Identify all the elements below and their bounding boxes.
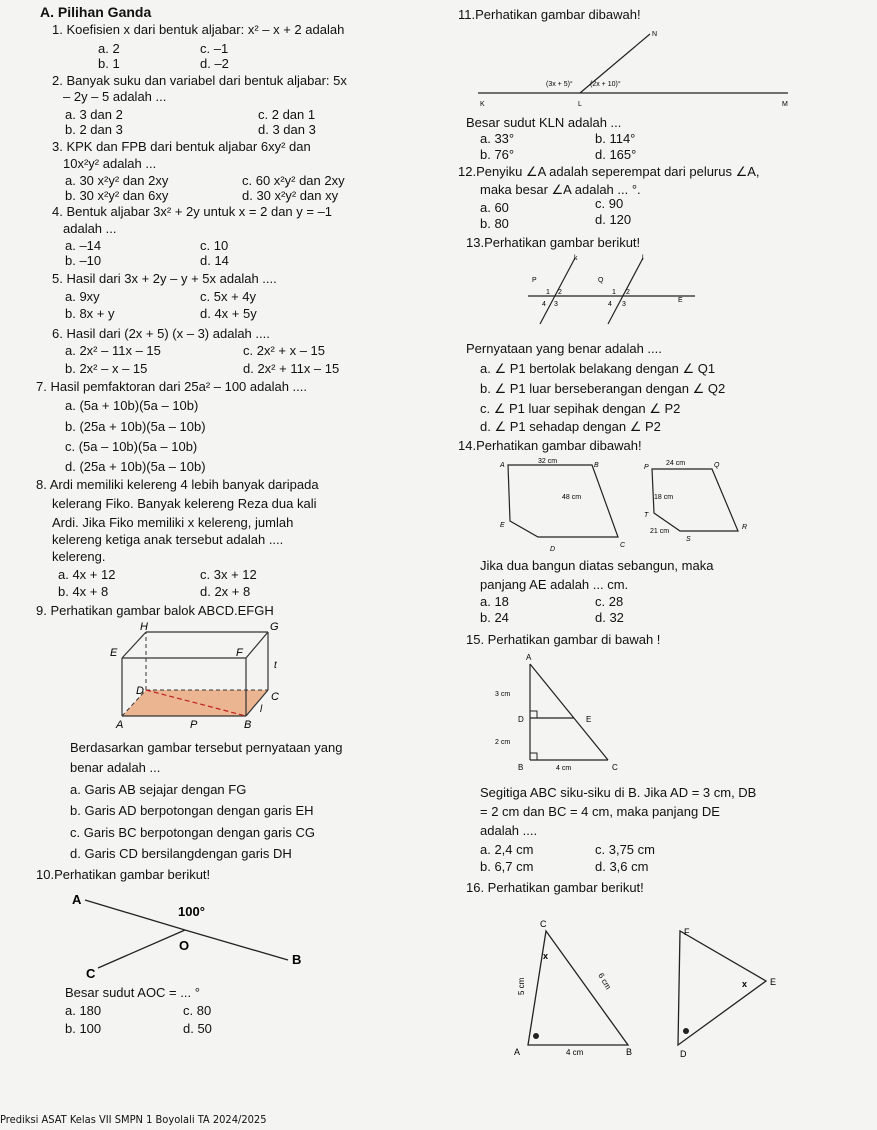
q10-option-a[interactable]: a. 180 [65, 1003, 102, 1018]
q13-option-b[interactable]: b. ∠ P1 luar berseberangan dengan ∠ Q2 [480, 381, 726, 396]
q14-option-c[interactable]: c. 28 [595, 594, 624, 609]
angle-x-e: x [742, 979, 748, 989]
q9-option-d[interactable]: d. Garis CD bersilangdengan garis DH [70, 846, 292, 861]
ray-oa [85, 900, 185, 930]
angle-aoc-figure [60, 888, 320, 978]
question-12-cont: maka besar ∠A adalah ... °. [480, 182, 641, 197]
label-c: C [540, 919, 547, 929]
q6-option-c[interactable]: c. 2x² + x – 15 [243, 343, 326, 358]
q10-option-b[interactable]: b. 100 [65, 1021, 102, 1036]
question-1: 1. Koefisien x dari bentuk aljabar: x² – x + 2 adalah [52, 22, 345, 37]
label-d: D [550, 546, 556, 553]
triangle-abc [528, 931, 628, 1045]
q9-option-b[interactable]: b. Garis AD berpotongan dengan garis EH [70, 803, 314, 818]
q14-option-d[interactable]: d. 32 [595, 610, 624, 625]
q7-option-c[interactable]: c. (5a – 10b)(5a – 10b) [65, 439, 198, 454]
label-e: E [770, 977, 777, 987]
p-angle-4: 4 [542, 301, 546, 308]
label-d: D [518, 715, 524, 724]
triangle-def [678, 931, 766, 1045]
q10-option-d[interactable]: d. 50 [183, 1021, 212, 1036]
label-c: C [271, 691, 279, 703]
q12-option-a[interactable]: a. 60 [480, 200, 509, 215]
p-angle-3: 3 [554, 301, 558, 308]
question-8-line5: kelereng. [52, 549, 106, 564]
angle-dot-a [533, 1033, 539, 1039]
label-m: M [782, 101, 788, 108]
label-o: O [179, 938, 190, 953]
q7-option-b[interactable]: b. (25a + 10b)(5a – 10b) [65, 419, 206, 434]
question-8-line2: kelerang Fiko. Banyak kelereng Reza dua kali [52, 496, 317, 511]
angle-x-c: x [543, 951, 549, 961]
label-a: A [500, 462, 505, 469]
q15-option-d[interactable]: d. 3,6 cm [595, 859, 649, 874]
question-13: 13.Perhatikan gambar berikut! [466, 235, 641, 250]
question-10: 10.Perhatikan gambar berikut! [36, 867, 211, 882]
label-db: 2 cm [495, 739, 511, 746]
question-2: 2. Banyak suku dan variabel dari bentuk aljabar: 5x [52, 73, 347, 88]
question-13-text: Pernyataan yang benar adalah .... [466, 341, 662, 356]
label-p: P [644, 464, 649, 471]
question-11: 11.Perhatikan gambar dibawah! [458, 7, 641, 22]
label-a: A [116, 719, 124, 730]
q3-option-b[interactable]: b. 30 x²y² dan 6xy [65, 188, 169, 203]
q13-option-a[interactable]: a. ∠ P1 bertolak belakang dengan ∠ Q1 [480, 361, 716, 376]
q6-option-d[interactable]: d. 2x² + 11x – 15 [243, 361, 340, 376]
q8-option-d[interactable]: d. 2x + 8 [200, 584, 251, 599]
p-angle-1: 1 [546, 289, 550, 296]
label-q: Q [714, 462, 720, 469]
p-angle-2: 2 [558, 289, 562, 296]
q13-option-c[interactable]: c. ∠ P1 luar sepihak dengan ∠ P2 [480, 401, 681, 416]
q5-option-c[interactable]: c. 5x + 4y [200, 289, 256, 304]
label-c: C [612, 763, 618, 772]
q1-option-c[interactable]: c. –1 [200, 41, 229, 56]
q12-option-d[interactable]: d. 120 [595, 212, 632, 227]
label-bc: 6 cm [596, 971, 613, 992]
q1-option-d[interactable]: d. –2 [200, 56, 229, 71]
q8-option-b[interactable]: b. 4x + 8 [58, 584, 109, 599]
q12-option-b[interactable]: b. 80 [480, 216, 509, 231]
q14-option-b[interactable]: b. 24 [480, 610, 509, 625]
label-b: B [594, 462, 599, 469]
label-b: B [244, 719, 252, 730]
q7-option-d[interactable]: d. (25a + 10b)(5a – 10b) [65, 459, 206, 474]
label-n: N [652, 31, 658, 38]
label-f: F [684, 927, 690, 937]
label-k: k [574, 255, 578, 262]
label-e: E [586, 715, 592, 724]
label-h: H [140, 621, 148, 633]
q-angle-2: 2 [626, 289, 630, 296]
question-9: 9. Perhatikan gambar balok ABCD.EFGH [36, 603, 274, 618]
label-qr: 18 cm [654, 494, 674, 501]
question-10-text: Besar sudut AOC = ... ° [65, 985, 200, 1000]
question-9-statement-2: benar adalah ... [70, 760, 161, 775]
label-b: B [626, 1047, 633, 1057]
label-c: C [86, 966, 96, 978]
question-8: 8. Ardi memiliki kelereng 4 lebih banyak daripada [36, 477, 319, 492]
label-a: A [72, 892, 82, 907]
q-angle-3: 3 [622, 301, 626, 308]
label-t: t [274, 660, 277, 671]
similar-figures [480, 455, 780, 555]
q2-option-b[interactable]: b. 2 dan 3 [65, 122, 123, 137]
question-5: 5. Hasil dari 3x + 2y – y + 5x adalah .... [52, 271, 277, 286]
label-q: Q [598, 277, 604, 284]
label-d: D [680, 1049, 687, 1059]
question-12: 12.Penyiku ∠A adalah seperempat dari pelurus ∠A, [458, 164, 760, 179]
label-p: P [190, 719, 198, 730]
q4-option-c[interactable]: c. 10 [200, 238, 229, 253]
q10-option-c[interactable]: c. 80 [183, 1003, 212, 1018]
label-a: A [514, 1047, 521, 1057]
label-p: P [532, 277, 537, 284]
label-k: K [480, 101, 485, 108]
question-16: 16. Perhatikan gambar berikut! [466, 880, 644, 895]
q3-option-a[interactable]: a. 30 x²y² dan 2xy [65, 173, 169, 188]
edge-fg [246, 632, 268, 658]
label-l: L [578, 101, 582, 108]
q-angle-4: 4 [608, 301, 612, 308]
label-b: B [292, 952, 302, 967]
q5-option-a[interactable]: a. 9xy [65, 289, 100, 304]
question-4: 4. Bentuk aljabar 3x² + 2y untuk x = 2 dan y = –1 [52, 204, 333, 219]
label-pq: 24 cm [666, 460, 686, 467]
q3-option-c[interactable]: c. 60 x²y² dan 2xy [242, 173, 345, 188]
question-15: 15. Perhatikan gambar di bawah ! [466, 632, 661, 647]
q11-option-b[interactable]: b. 114° [595, 131, 636, 146]
pentagon-abcde [508, 465, 618, 537]
angle-dot-d [683, 1028, 689, 1034]
q11-option-b2[interactable]: b. 76° [480, 147, 515, 162]
q2-option-a[interactable]: a. 3 dan 2 [65, 107, 123, 122]
kln-angle-figure [470, 26, 800, 110]
label-st: 21 cm [650, 528, 670, 535]
label-g: G [270, 621, 279, 633]
question-15-text: Segitiga ABC siku-siku di B. Jika AD = 3 cm, DB [480, 785, 757, 800]
q2-option-c[interactable]: c. 2 dan 1 [258, 107, 316, 122]
congruent-triangles-figure [500, 915, 790, 1065]
label-l: l [642, 255, 644, 262]
right-angle-label: (2x + 10)° [590, 81, 621, 88]
label-b: B [518, 763, 524, 772]
q9-option-c[interactable]: c. Garis BC berpotongan dengan garis CG [70, 825, 315, 840]
q3-option-d[interactable]: d. 30 x²y² dan xy [242, 188, 339, 203]
q15-option-c[interactable]: c. 3,75 cm [595, 842, 655, 857]
question-9-statement: Berdasarkan gambar tersebut pernyataan yang [70, 740, 343, 755]
q7-option-a[interactable]: a. (5a + 10b)(5a – 10b) [65, 398, 199, 413]
question-4-cont: adalah ... [63, 221, 117, 236]
q4-option-d[interactable]: d. 14 [200, 253, 229, 268]
question-3-cont: 10x²y² adalah ... [63, 156, 157, 171]
label-s: S [686, 536, 691, 543]
label-ab: 32 cm [538, 458, 558, 465]
parallel-lines-figure [520, 252, 700, 332]
q12-option-c[interactable]: c. 90 [595, 196, 624, 211]
question-8-line4: kelereng ketiga anak tersebut adalah .... [52, 532, 284, 547]
q11-option-a[interactable]: a. 33° [480, 131, 515, 146]
side-ac [530, 664, 608, 760]
question-2-cont: – 2y – 5 adalah ... [63, 89, 167, 104]
q15-option-b[interactable]: b. 6,7 cm [480, 859, 534, 874]
label-e: E [678, 297, 683, 304]
label-ac: 5 cm [517, 977, 526, 995]
ray-ob [185, 930, 288, 960]
q5-option-d[interactable]: d. 4x + 5y [200, 306, 257, 321]
question-3: 3. KPK dan FPB dari bentuk aljabar 6xy² dan [52, 139, 311, 154]
label-t: T [644, 512, 649, 519]
q2-option-d[interactable]: d. 3 dan 3 [258, 122, 316, 137]
label-a: A [526, 653, 532, 662]
q9-option-a[interactable]: a. Garis AB sejajar dengan FG [70, 782, 247, 797]
label-ad: 3 cm [495, 691, 511, 698]
question-6: 6. Hasil dari (2x + 5) (x – 3) adalah .... [52, 326, 270, 341]
cuboid-figure [110, 620, 300, 730]
section-title: A. Pilihan Ganda [40, 4, 152, 20]
label-bc: 4 cm [556, 765, 572, 772]
label-f: F [236, 647, 243, 659]
question-14-text-2: panjang AE adalah ... cm. [480, 577, 629, 592]
label-e: E [500, 522, 505, 529]
q1-option-b[interactable]: b. 1 [98, 56, 120, 71]
label-d: D [136, 685, 144, 697]
q14-option-a[interactable]: a. 18 [480, 594, 509, 609]
q5-option-b[interactable]: b. 8x + y [65, 306, 115, 321]
angle-label: 100° [178, 904, 205, 919]
label-ab: 4 cm [566, 1048, 584, 1057]
q4-option-a[interactable]: a. –14 [65, 238, 102, 253]
label-l: l [260, 704, 263, 715]
question-14: 14.Perhatikan gambar dibawah! [458, 438, 642, 453]
question-14-text: Jika dua bangun diatas sebangun, maka [480, 558, 714, 573]
q8-option-c[interactable]: c. 3x + 12 [200, 567, 257, 582]
question-11-text: Besar sudut KLN adalah ... [466, 115, 622, 130]
question-15-text-3: adalah .... [480, 823, 538, 838]
right-triangle-figure [490, 648, 630, 778]
question-8-line3: Ardi. Jika Fiko memiliki x kelereng, jumlah [52, 515, 294, 530]
label-c: C [620, 542, 626, 549]
q11-option-d[interactable]: d. 165° [595, 147, 637, 162]
q15-option-a[interactable]: a. 2,4 cm [480, 842, 534, 857]
right-angle-b [530, 753, 537, 760]
q4-option-b[interactable]: b. –10 [65, 253, 102, 268]
q1-option-a[interactable]: a. 2 [98, 41, 120, 56]
q-angle-1: 1 [612, 289, 616, 296]
question-7: 7. Hasil pemfaktoran dari 25a² – 100 adalah .... [36, 379, 307, 394]
left-angle-label: (3x + 5)° [546, 81, 573, 88]
ray-oc [98, 930, 185, 968]
q8-option-a[interactable]: a. 4x + 12 [58, 567, 116, 582]
label-bc: 48 cm [562, 494, 582, 501]
edge-eh [122, 632, 146, 658]
footer: Prediksi ASAT Kelas VII SMPN 1 Boyolali TA 2024/2025 [0, 1113, 267, 1126]
label-e: E [110, 647, 118, 659]
right-angle-d [530, 711, 537, 718]
label-r: R [742, 524, 748, 531]
q13-option-d[interactable]: d. ∠ P1 sehadap dengan ∠ P2 [480, 419, 661, 434]
question-15-text-2: = 2 cm dan BC = 4 cm, maka panjang DE [480, 804, 720, 819]
q6-option-a[interactable]: a. 2x² – 11x – 15 [65, 343, 161, 358]
q6-option-b[interactable]: b. 2x² – x – 15 [65, 361, 148, 376]
